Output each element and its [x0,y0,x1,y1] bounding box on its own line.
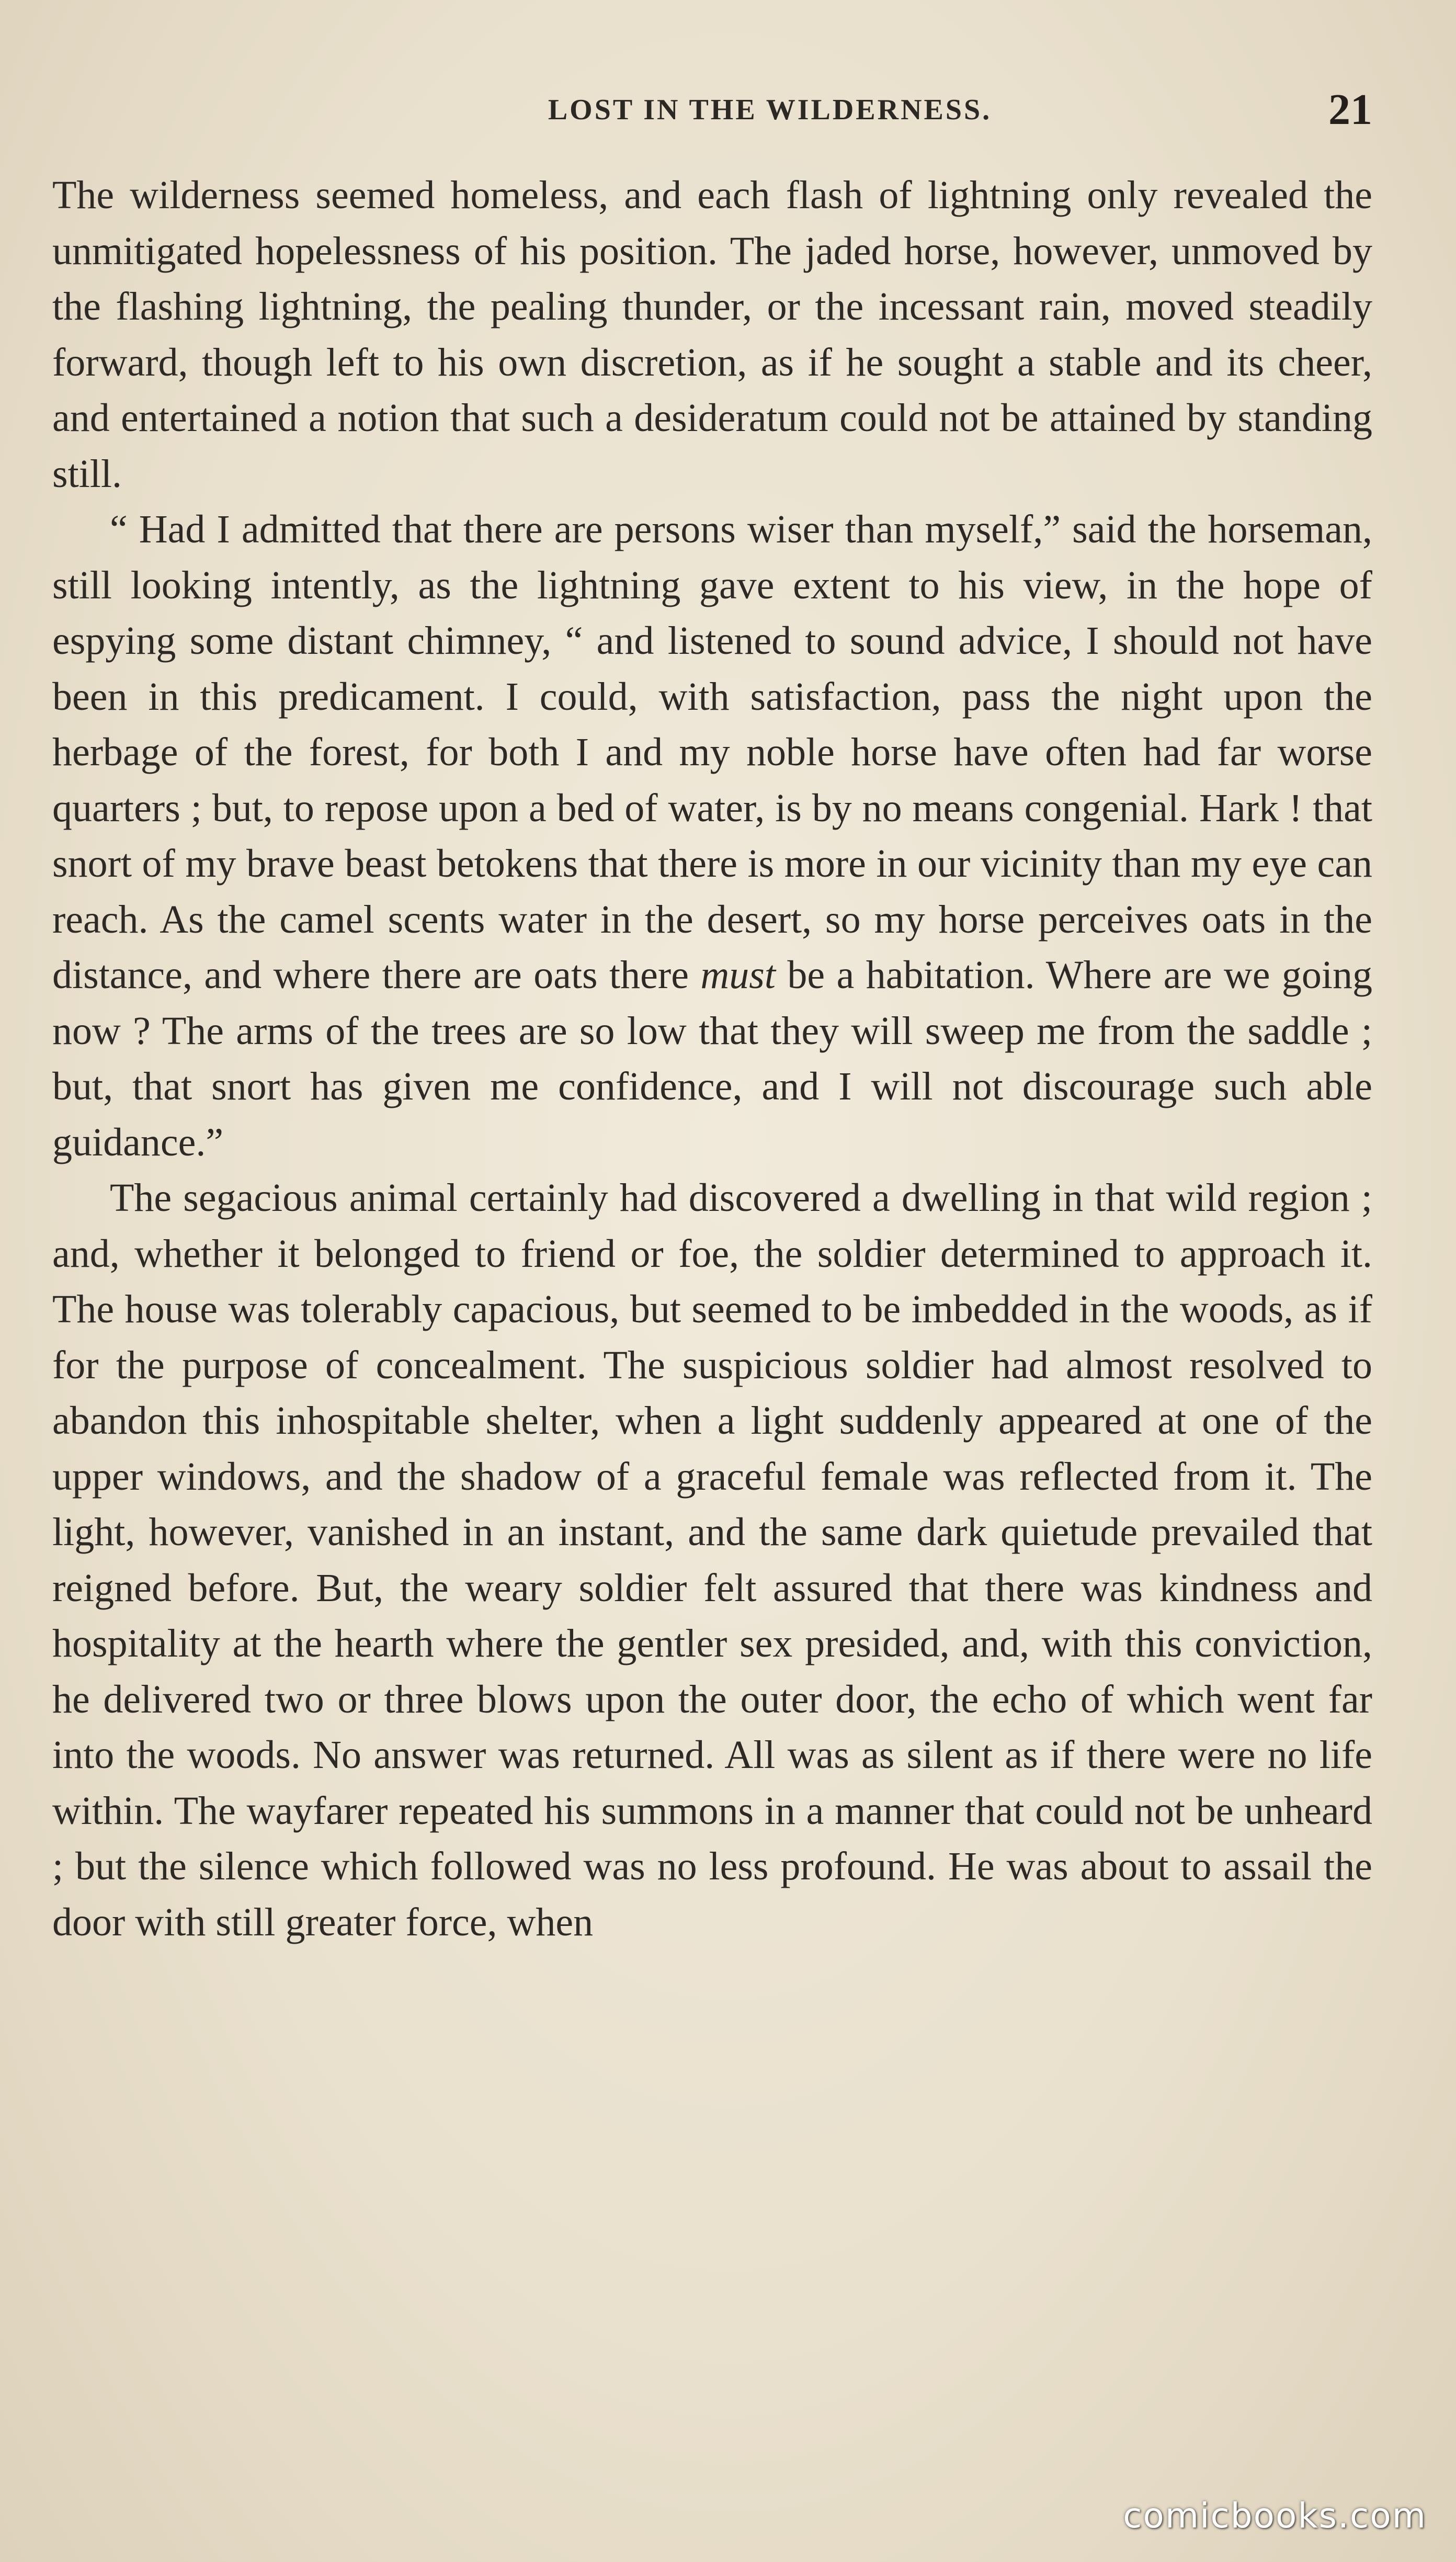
watermark: comicbooks.com [1123,2496,1427,2536]
page-number: 21 [1328,85,1372,134]
paragraph-1: The wilderness seemed homeless, and each flash of lightning only revealed the unmitigated hopelessness of his position. The jaded horse, however, unmoved by the flashing lightning, the pealing thunder, or the incessant rain, moved steadily forward, though left to his own discretion, as if he sought a stable and its cheer, and entertained a notion that such a desideratum could not be attained by standing still. [52,173,1372,496]
body-text [52,167,1372,1950]
running-head: LOST IN THE WILDERNESS. [548,94,992,126]
paragraph-2 [52,502,1372,1170]
paragraph-3: The segacious animal certainly had discovered a dwelling in that wild region ; and, whether it belonged to friend or foe, the soldier determined to approach it. The house was tolerably capacious, but seemed to be imbedded in the woods, as if for the purpose of concealment. The suspicious soldier had almost resolved to abandon this inhospitable shelter, when a light suddenly appeared at one of the upper windows, and the shadow of a graceful female was reflected from it. The light, however, vanished in an instant, and the same dark quietude prevailed that reigned before. But, the weary soldier felt assured that there was kindness and hospitality at the hearth where the gentler sex presided, and, with this conviction, he delivered two or three blows upon the outer door, the echo of which went far into the woods. No answer was returned. All was as silent as if there were no life within. The wayfarer repeated his summons in a manner that could not be unheard ; but the silence which followed was no less profound. He was about to assail the door with still greater force, when [52,1176,1372,1944]
paragraph-2-before: “ Had I admitted that there are persons wiser than myself,” said the horseman, still looking intently, as the lightning gave extent to his view, in the hope of espying some distant chimney, “ and listened to sound advice, I should not have been in this predicament. I could, with satisfaction, pass the night upon the herbage of the forest, for both I and my noble horse have often had far worse quarters ; but, to repose upon a bed of water, is by no means congenial. Hark ! that snort of my brave beast betokens that there is more in our vicinity than my eye can reach. As the camel scents water in the desert, so my horse perceives oats in the distance, and where there are oats there [52,507,1372,997]
italic-word: must [700,953,776,997]
page-header [105,78,1372,141]
paragraph-2-after: be a habitation. Where are we going now ? The arms of the trees are so low that they will sweep me from the saddle ; but, that snort has given me confidence, and I will not discourage such able guidance.” [52,953,1373,1164]
